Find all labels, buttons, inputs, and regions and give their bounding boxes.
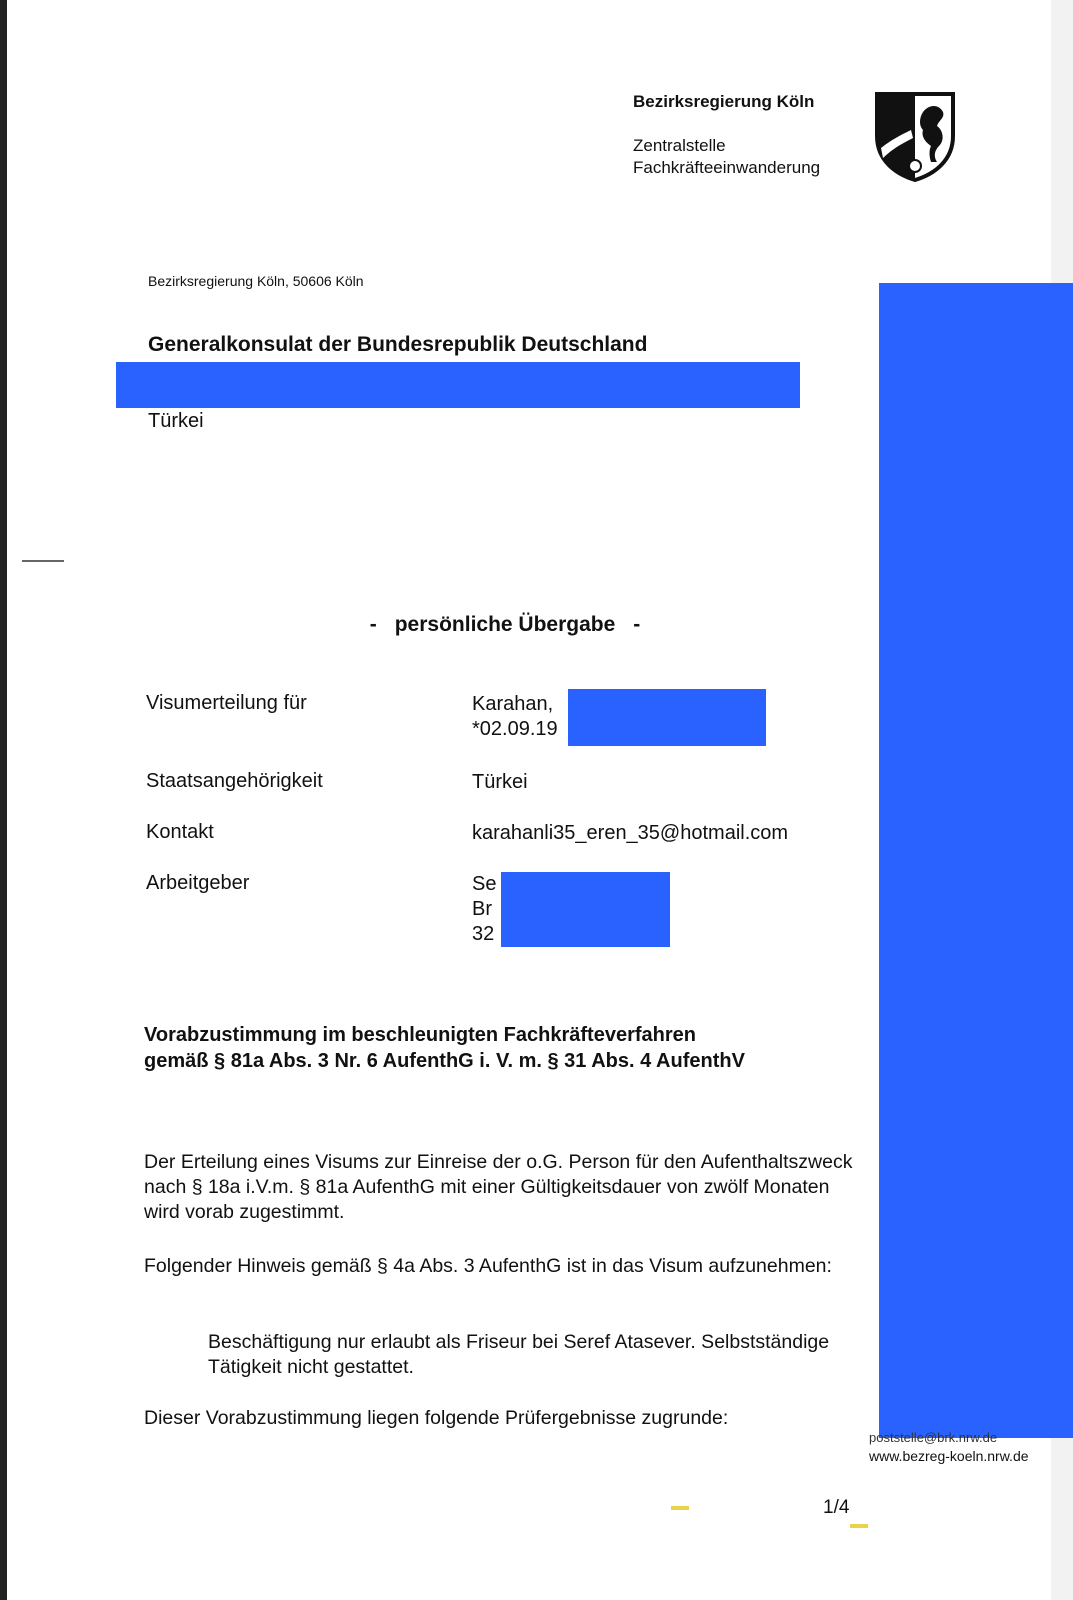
redaction-box xyxy=(116,362,800,408)
delivery-label: persönliche Übergabe xyxy=(394,613,616,636)
body-paragraph: Folgender Hinweis gemäß § 4a Abs. 3 AufenthG ist in das Visum aufzunehmen: xyxy=(144,1255,832,1277)
employer-label: Arbeitgeber xyxy=(146,872,250,894)
sidebar-email: poststelle@brk.nrw.de xyxy=(869,1430,998,1445)
nationality-value: Türkei xyxy=(472,771,528,793)
page-number: 1/4 xyxy=(823,1497,850,1518)
employment-condition: Beschäftigung nur erlaubt als Friseur bei Seref Atasever. Selbstständige Tätigkeit nicht gestattet. xyxy=(208,1331,830,1378)
redaction-box xyxy=(568,689,766,746)
recipient-name: Generalkonsulat der Bundesrepublik Deutschland xyxy=(148,333,648,356)
return-address: Bezirksregierung Köln, 50606 Köln xyxy=(148,273,364,289)
scan-left-edge xyxy=(0,0,7,1600)
delivery-dash-left: - xyxy=(369,613,377,636)
delivery-note xyxy=(0,613,1010,637)
employer-value: Se Br 32 xyxy=(472,873,497,945)
sidebar-redaction xyxy=(879,283,1073,1438)
highlight-mark xyxy=(850,1524,868,1528)
highlight-mark xyxy=(671,1506,689,1510)
sidebar-website: www.bezreg-koeln.nrw.de xyxy=(869,1448,1029,1464)
fold-mark xyxy=(22,560,64,562)
visa-value: Karahan, *02.09.19 xyxy=(472,693,558,740)
delivery-dash-right: - xyxy=(633,613,641,636)
recipient-country: Türkei xyxy=(148,410,204,432)
visa-label: Visumerteilung für xyxy=(146,692,307,714)
authority-name: Bezirksregierung Köln xyxy=(633,92,815,111)
nationality-label: Staatsangehörigkeit xyxy=(146,770,323,792)
body-paragraph: Dieser Vorabzustimmung liegen folgende Prüfergebnisse zugrunde: xyxy=(144,1407,729,1429)
redaction-box xyxy=(501,872,670,947)
department-name: Zentralstelle Fachkräfteeinwanderung xyxy=(633,136,821,177)
body-paragraph: Der Erteilung eines Visums zur Einreise der o.G. Person für den Aufenthaltszweck nach § 18a i.V.m. § 81a AufenthG mit einer Gültigkeitsdauer von zwölf Monaten wird vorab zugestimmt. xyxy=(144,1151,853,1223)
nrw-coat-of-arms-icon xyxy=(873,90,957,182)
letter-subject: Vorabzustimmung im beschleunigten Fachkräfteverfahren gemäß § 81a Abs. 3 Nr. 6 AufenthG i. V. m. § 31 Abs. 4 AufenthV xyxy=(144,1024,745,1072)
contact-email: karahanli35_eren_35@hotmail.com xyxy=(472,822,789,844)
contact-label: Kontakt xyxy=(146,821,214,843)
